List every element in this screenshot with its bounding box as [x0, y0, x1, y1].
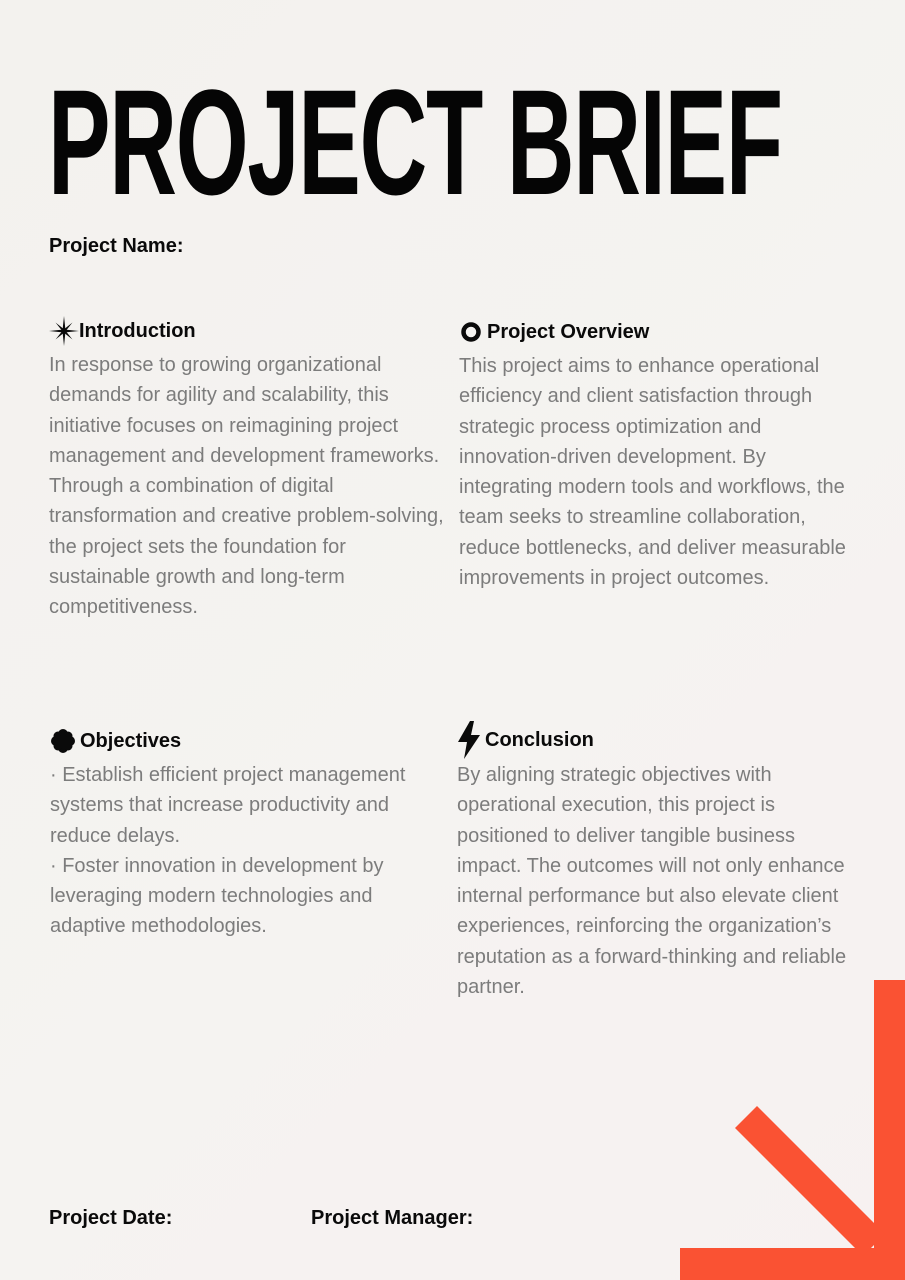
section-body: In response to growing organizational demands for agility and scalability, this initiative focuses on reimagining project management and development frameworks. Through a combination of digital transformation and creative problem-solving, the project sets the foundation for sustainable growth and long-term competitiveness. [49, 354, 444, 619]
section-body: · Establish efficient project management systems that increase productivity and reduce delays. · Foster innovation in development by leveraging modern technologies and adaptive methodologies. [50, 764, 406, 938]
page-title: PROJECT BRIEF [48, 58, 782, 226]
project-name-label: Project Name: [49, 235, 184, 257]
section-body: By aligning strategic objectives with operational execution, this project is positioned to deliver tangible business impact. The outcomes will not only enhance internal performance but also elevate client experiences, reinforcing the organization’s reputation as a forward-thinking and reliable partner. [457, 764, 847, 999]
section-title: Conclusion [485, 728, 594, 751]
section-body: This project aims to enhance operational efficiency and client satisfaction through strategic process optimization and innovation-driven development. By integrating modern tools and workflows, the team seeks to streamline collaboration, reduce bottlenecks, and deliver measurable improvements in project outcomes. [459, 355, 846, 590]
section-title: Project Overview [487, 320, 650, 343]
project-manager-label: Project Manager: [311, 1207, 474, 1229]
project-date-label: Project Date: [49, 1207, 173, 1229]
section-title: Introduction [79, 319, 196, 342]
section-title: Objectives [80, 729, 182, 752]
